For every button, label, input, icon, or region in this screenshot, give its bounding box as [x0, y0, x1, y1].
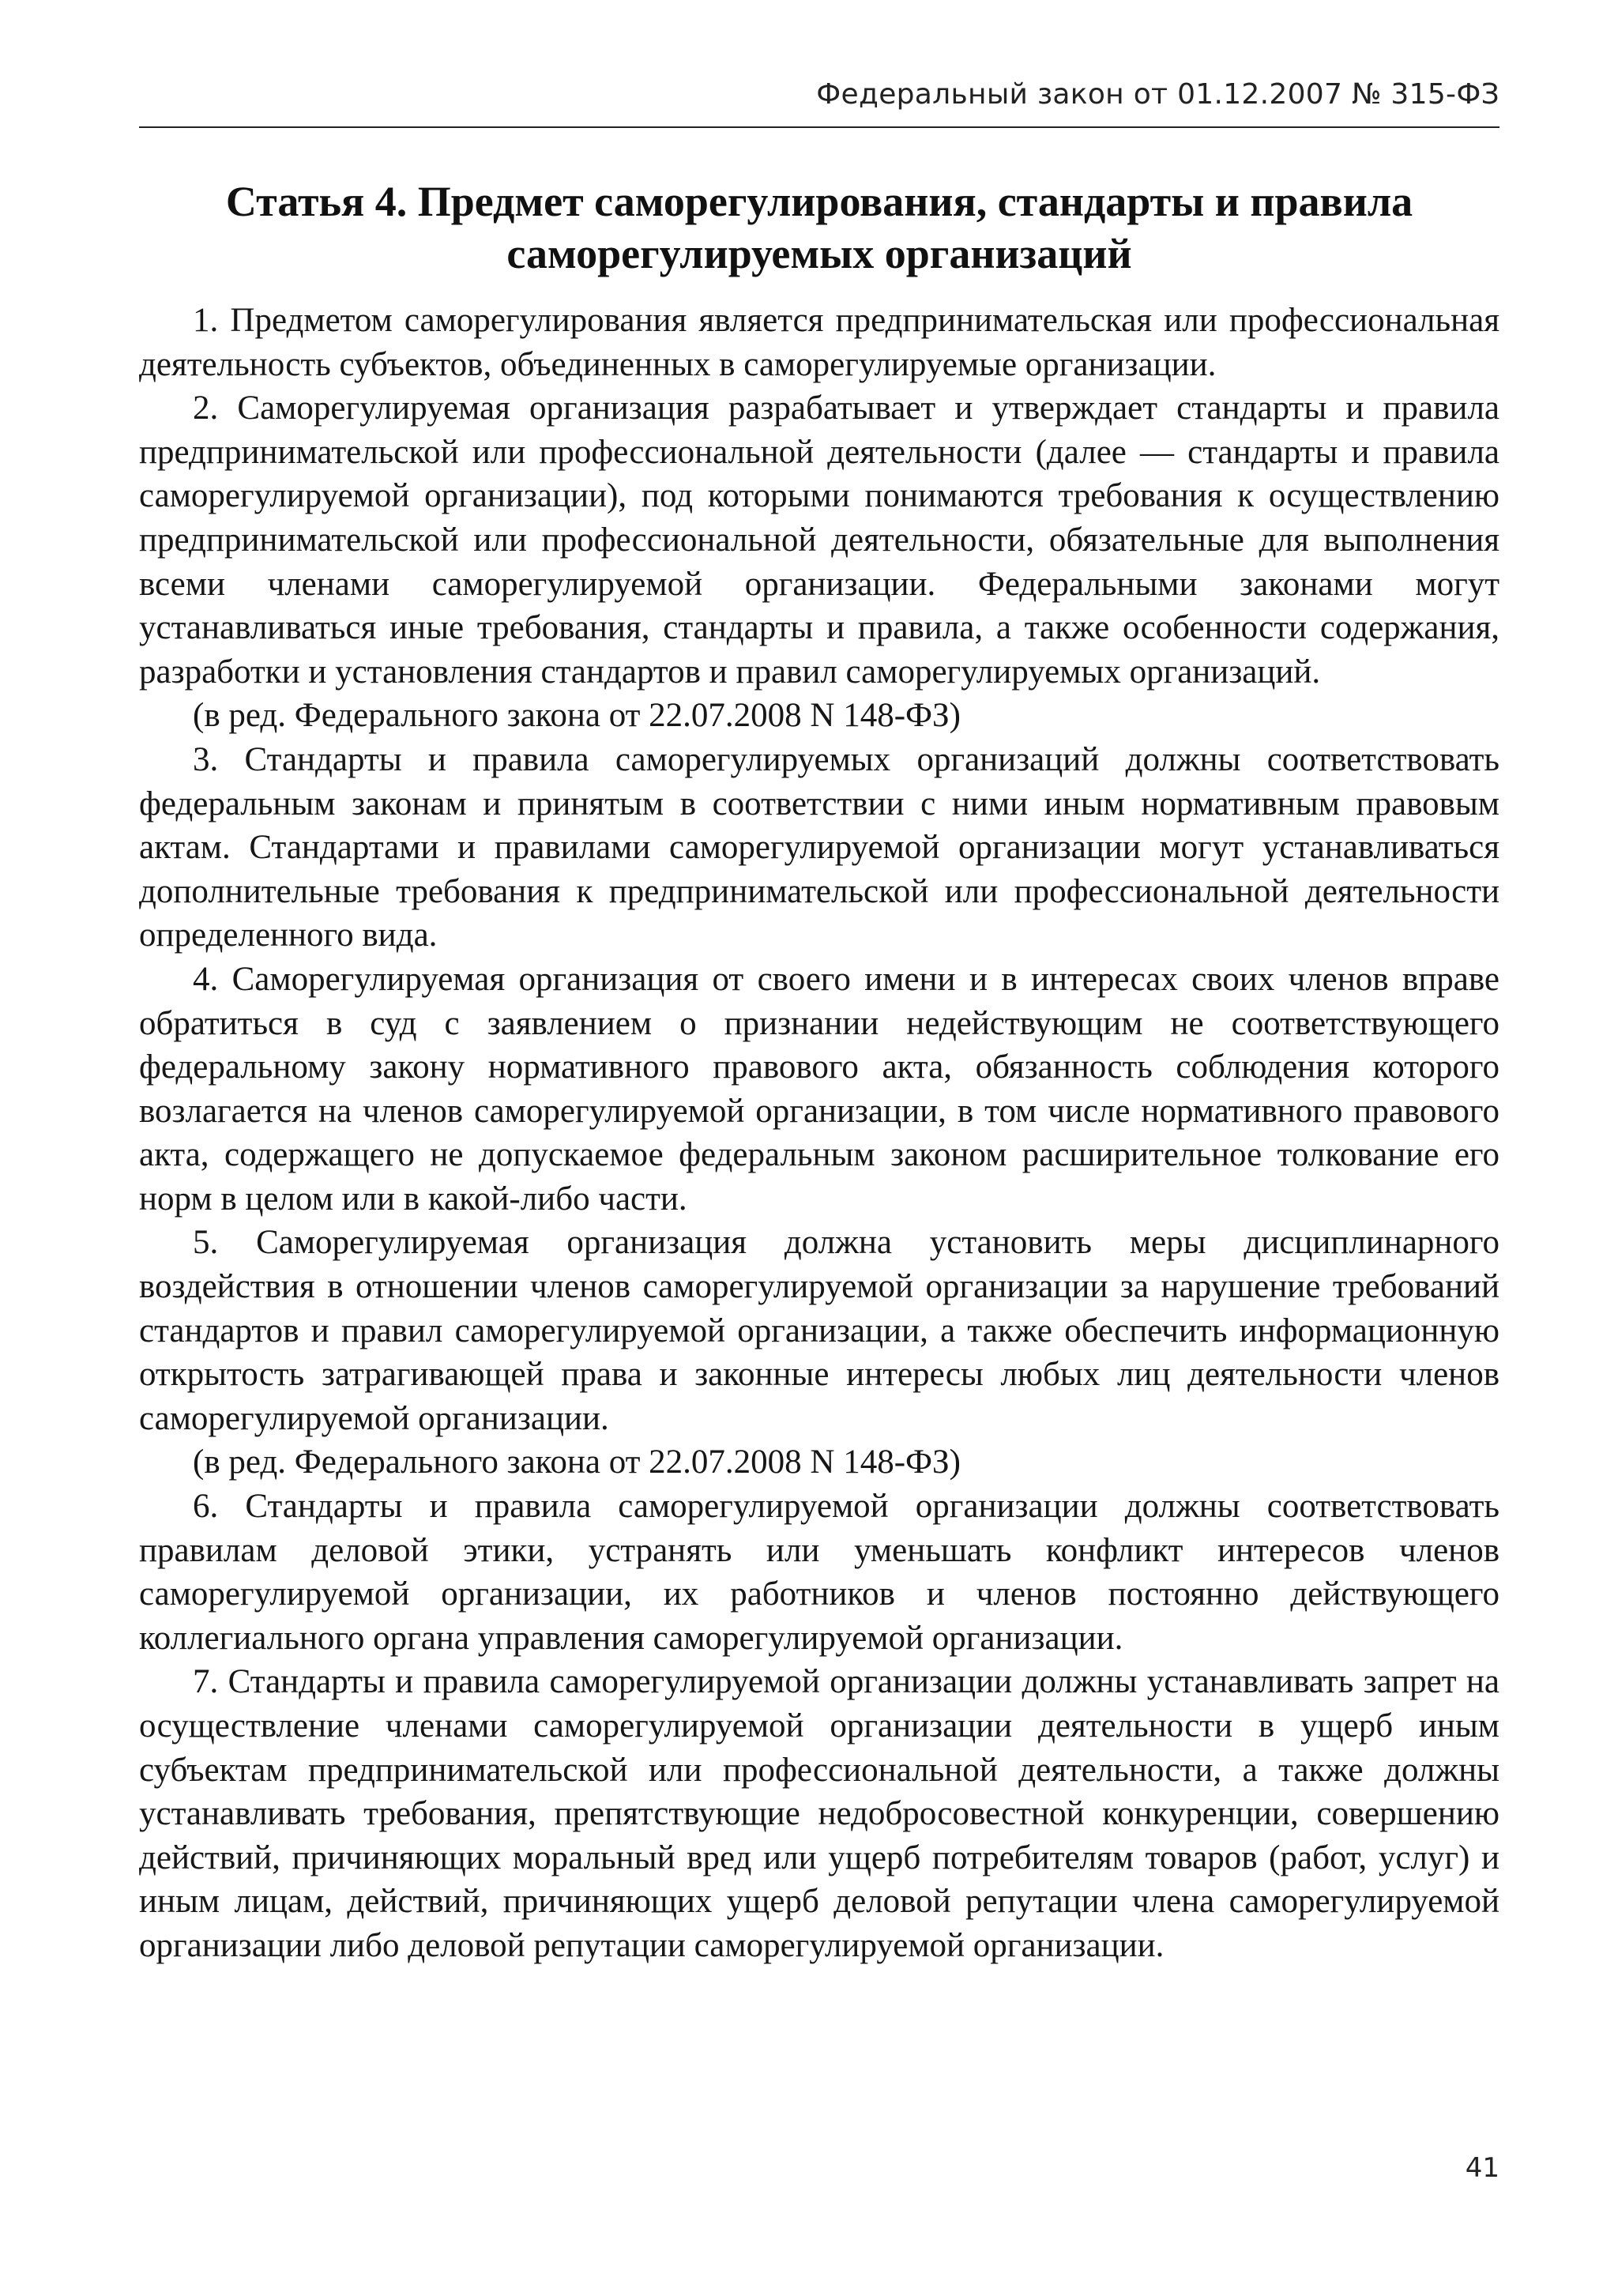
- header-divider: [139, 126, 1499, 128]
- paragraph-3: 3. Стандарты и правила саморегулируемых организаций должны соответствовать федеральным законам и принятым в соответствии с ними иным нормативным правовым актам. Стандартами и правилами саморегулируемой организации могут устанавливаться дополнительные требования к предпринимательской или профессиональной деятельности определенного вида.: [139, 740, 1499, 954]
- paragraph-2: 2. Саморегулируемая организация разрабатывает и утверждает стандарты и правила предпринимательской или профессиональной деятельности (далее — стандарты и правила саморегулируемой организации), под которыми понимаются требования к осуществлению предпринимательской или профессиональной деятельности, обязательные для выполнения всеми членами саморегулируемой организации. Федеральными законами могут устанавливаться иные требования, стандарты и правила, а также особенности содержания, разработки и установления стандартов и правил саморегулируемых организаций.: [139, 390, 1499, 691]
- paragraph-6: 6. Стандарты и правила саморегулируемой организации должны соответствовать правилам деловой этики, устранять или уменьшать конфликт интересов членов саморегулируемой организации, их работников и членов постоянно действующего коллегиального органа управления саморегулируемой организации.: [139, 1488, 1499, 1657]
- amendment-note-1: (в ред. Федерального закона от 22.07.2008 N 148-ФЗ): [193, 697, 961, 735]
- article-title: Статья 4. Предмет саморегулирования, стандарты и правила саморегулируемых организаций: [225, 178, 1413, 277]
- page-number: 41: [1465, 2152, 1499, 2184]
- paragraph-1: 1. Предметом саморегулирования является предпринимательская или профессиональная деятельность субъектов, объединенных в саморегулируемые организации.: [139, 302, 1499, 383]
- paragraph-5: 5. Саморегулируемая организация должна установить меры дисциплинарного воздействия в отношении членов саморегулируемой организации за нарушение требований стандартов и правил саморегулируемой организации, а также обеспечить информационную открытость затрагивающей права и законные интересы любых лиц деятельности членов саморегулируемой организации.: [139, 1224, 1499, 1437]
- amendment-note-2: (в ред. Федерального закона от 22.07.2008 N 148-ФЗ): [193, 1443, 961, 1481]
- running-header: Федеральный закон от 01.12.2007 № 315-ФЗ: [816, 78, 1499, 111]
- article-body: [139, 299, 1499, 1968]
- paragraph-7: 7. Стандарты и правила саморегулируемой организации должны устанавливать запрет на осуществление членами саморегулируемой организации деятельности в ущерб иным субъектам предпринимательской или профессиональной деятельности, а также должны устанавливать требования, препятствующие недобросовестной конкуренции, совершению действий, причиняющих моральный вред или ущерб потребителям товаров (работ, услуг) и иным лицам, действий, причиняющих ущерб деловой репутации члена саморегулируемой организации либо деловой репутации саморегулируемой организации.: [139, 1663, 1499, 1964]
- paragraph-4: 4. Саморегулируемая организация от своего имени и в интересах своих членов вправе обратиться в суд с заявлением о признании недействующим не соответствующего федеральному закону нормативного правового акта, обязанность соблюдения которого возлагается на членов саморегулируемой организации, в том числе нормативного правового акта, содержащего не допускаемое федеральным законом расширительное толкование его норм в целом или в какой-либо части.: [139, 960, 1499, 1218]
